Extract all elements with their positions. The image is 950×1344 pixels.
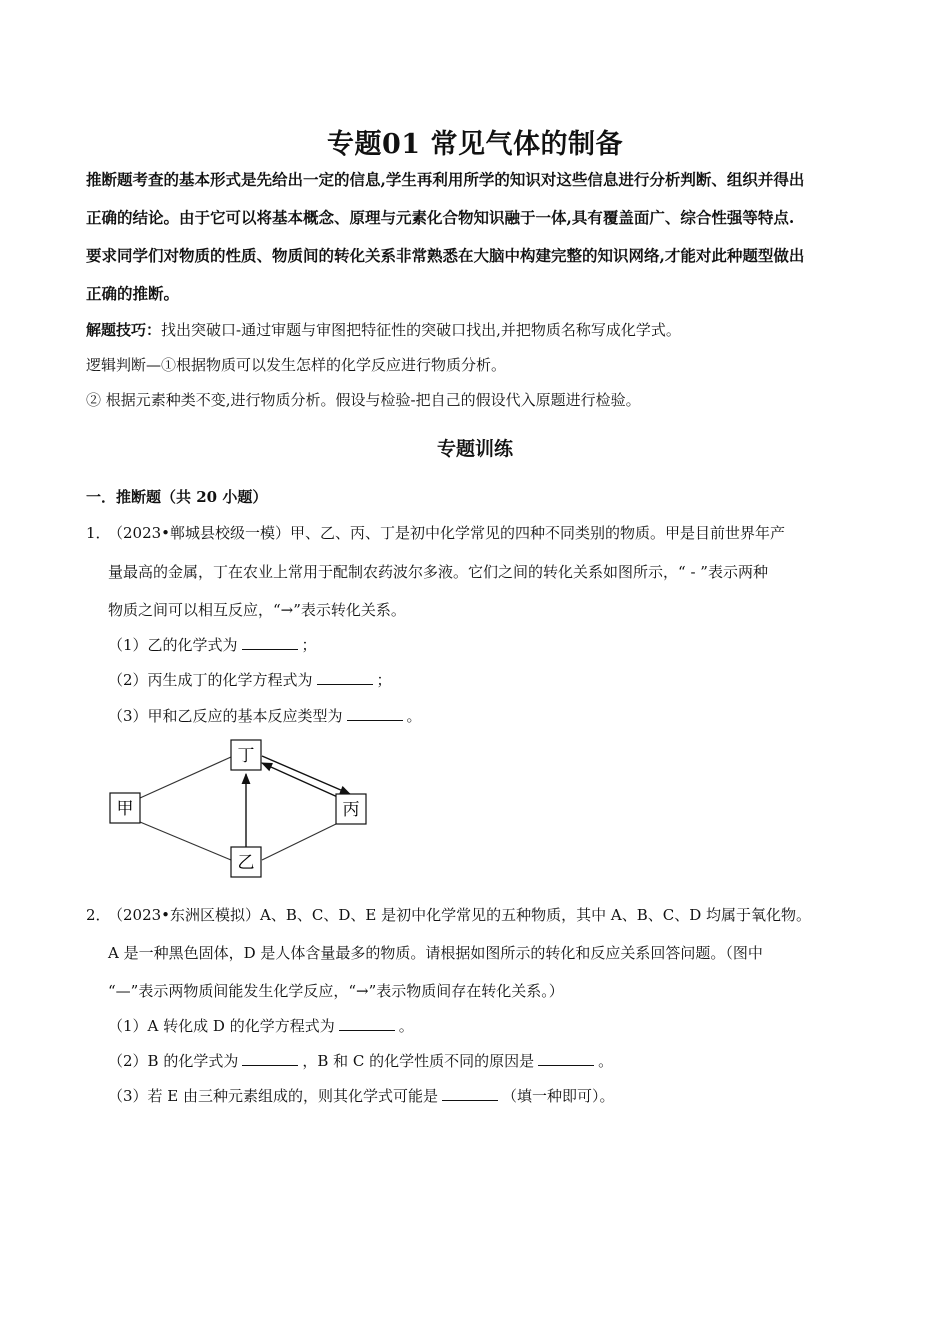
q2-sub1 — [108, 1015, 414, 1036]
node-bing-label: 丙 — [342, 800, 360, 820]
q2-sub3-prefix: （3）若 E 由三种元素组成的，则其化学式可能是 — [108, 1087, 439, 1105]
node-yi-label: 乙 — [237, 853, 255, 873]
q2-sub1-prefix: （1）A 转化成 D 的化学方程式为 — [108, 1017, 335, 1035]
q2-number: 2． — [86, 906, 111, 924]
q2-line-1: （2023•东洲区模拟）A、B、C、D、E 是初中化学常见的五种物质，其中 A、B、C、D 均属于氧化物。 — [108, 906, 811, 924]
tip-line — [86, 319, 681, 340]
q1-sub2-suffix: ； — [376, 671, 392, 689]
q1-sub3-prefix: （3）甲和乙反应的基本反应类型为 — [108, 707, 343, 725]
q1-sub1-suffix: ； — [301, 636, 317, 654]
training-heading: 专题训练 — [436, 438, 513, 460]
node-ding-label: 丁 — [237, 746, 255, 766]
q1-sub1 — [108, 634, 317, 655]
q2-sub3-suffix: （填一种即可）。 — [502, 1087, 615, 1105]
q2-sub1-suffix: 。 — [398, 1017, 414, 1035]
q2-sub2-prefix: （2）B 的化学式为 — [108, 1052, 239, 1070]
line-yi-bing — [262, 824, 336, 860]
logic-line-2: ② 根据元素种类不变,进行物质分析。假设与检验-把自己的假设代入原题进行检验。 — [86, 391, 641, 409]
node-ding — [231, 740, 261, 770]
q1-sub3 — [108, 705, 422, 726]
q2-line-2: A 是一种黑色固体，D 是人体含量最多的物质。请根据如图所示的转化和反应关系回答问题。（图中 — [108, 944, 763, 962]
q2-line-3: “—”表示两物质间能发生化学反应，“→”表示物质间存在转化关系。） — [108, 982, 564, 1000]
q2-sub3-blank[interactable] — [442, 1086, 498, 1101]
q1-line-2: 量最高的金属，丁在农业上常用于配制农药波尔多液。它们之间的转化关系如图所示，“ - ”表示两种 — [108, 563, 768, 581]
q2-sub2-blank-1[interactable] — [242, 1051, 298, 1066]
q1-sub3-suffix: 。 — [406, 707, 422, 725]
arrow-bing-to-ding — [262, 763, 342, 799]
page-title: 专题01 常见气体的制备 — [327, 129, 623, 160]
node-yi — [231, 847, 261, 877]
q1-sub3-blank[interactable] — [347, 706, 403, 721]
tip-text: 找出突破口-通过审题与审图把特征性的突破口找出,并把物质名称写成化学式。 — [161, 321, 681, 339]
intro-line-3: 要求同学们对物质的性质、物质间的转化关系非常熟悉在大脑中构建完整的知识网络,才能对此种题型做出 — [86, 246, 805, 265]
node-jia — [110, 793, 140, 823]
q1-line-3: 物质之间可以相互反应，“→”表示转化关系。 — [108, 601, 406, 619]
q2-sub2 — [108, 1050, 613, 1071]
intro-line-4: 正确的推断。 — [86, 284, 180, 303]
line-jia-yi — [140, 822, 231, 860]
q1-sub2-prefix: （2）丙生成丁的化学方程式为 — [108, 671, 313, 689]
q2-sub1-blank[interactable] — [339, 1016, 395, 1031]
q2-sub3 — [108, 1085, 615, 1106]
line-jia-ding — [140, 757, 231, 798]
logic-line-1: 逻辑判断—①根据物质可以发生怎样的化学反应进行物质分析。 — [86, 356, 507, 374]
node-jia-label: 甲 — [116, 799, 134, 819]
q2-sub2-blank-2[interactable] — [538, 1051, 594, 1066]
q1-sub1-prefix: （1）乙的化学式为 — [108, 636, 238, 654]
tip-label: 解题技巧： — [86, 321, 162, 339]
q1-sub2 — [108, 669, 392, 690]
intro-line-1: 推断题考查的基本形式是先给出一定的信息,学生再利用所学的知识对这些信息进行分析判断、组织并得出 — [86, 170, 805, 189]
section-heading: 一．推断题（共 20 小题） — [86, 488, 268, 506]
q1-number: 1． — [86, 524, 111, 542]
q1-sub1-blank[interactable] — [242, 635, 298, 650]
q1-reaction-diagram — [100, 730, 380, 885]
q1-line-1: （2023•郸城县校级一模）甲、乙、丙、丁是初中化学常见的四种不同类别的物质。甲是目前世界年产 — [108, 524, 786, 542]
q2-sub2-suffix: 。 — [598, 1052, 614, 1070]
arrow-ding-to-bing — [262, 756, 350, 794]
q2-sub2-middle: ，B 和 C 的化学性质不同的原因是 — [302, 1052, 535, 1070]
node-bing — [336, 794, 366, 824]
intro-line-2: 正确的结论。由于它可以将基本概念、原理与元素化合物知识融于一体,具有覆盖面广、综合性强等特点. — [86, 208, 795, 227]
q1-sub2-blank[interactable] — [317, 670, 373, 685]
